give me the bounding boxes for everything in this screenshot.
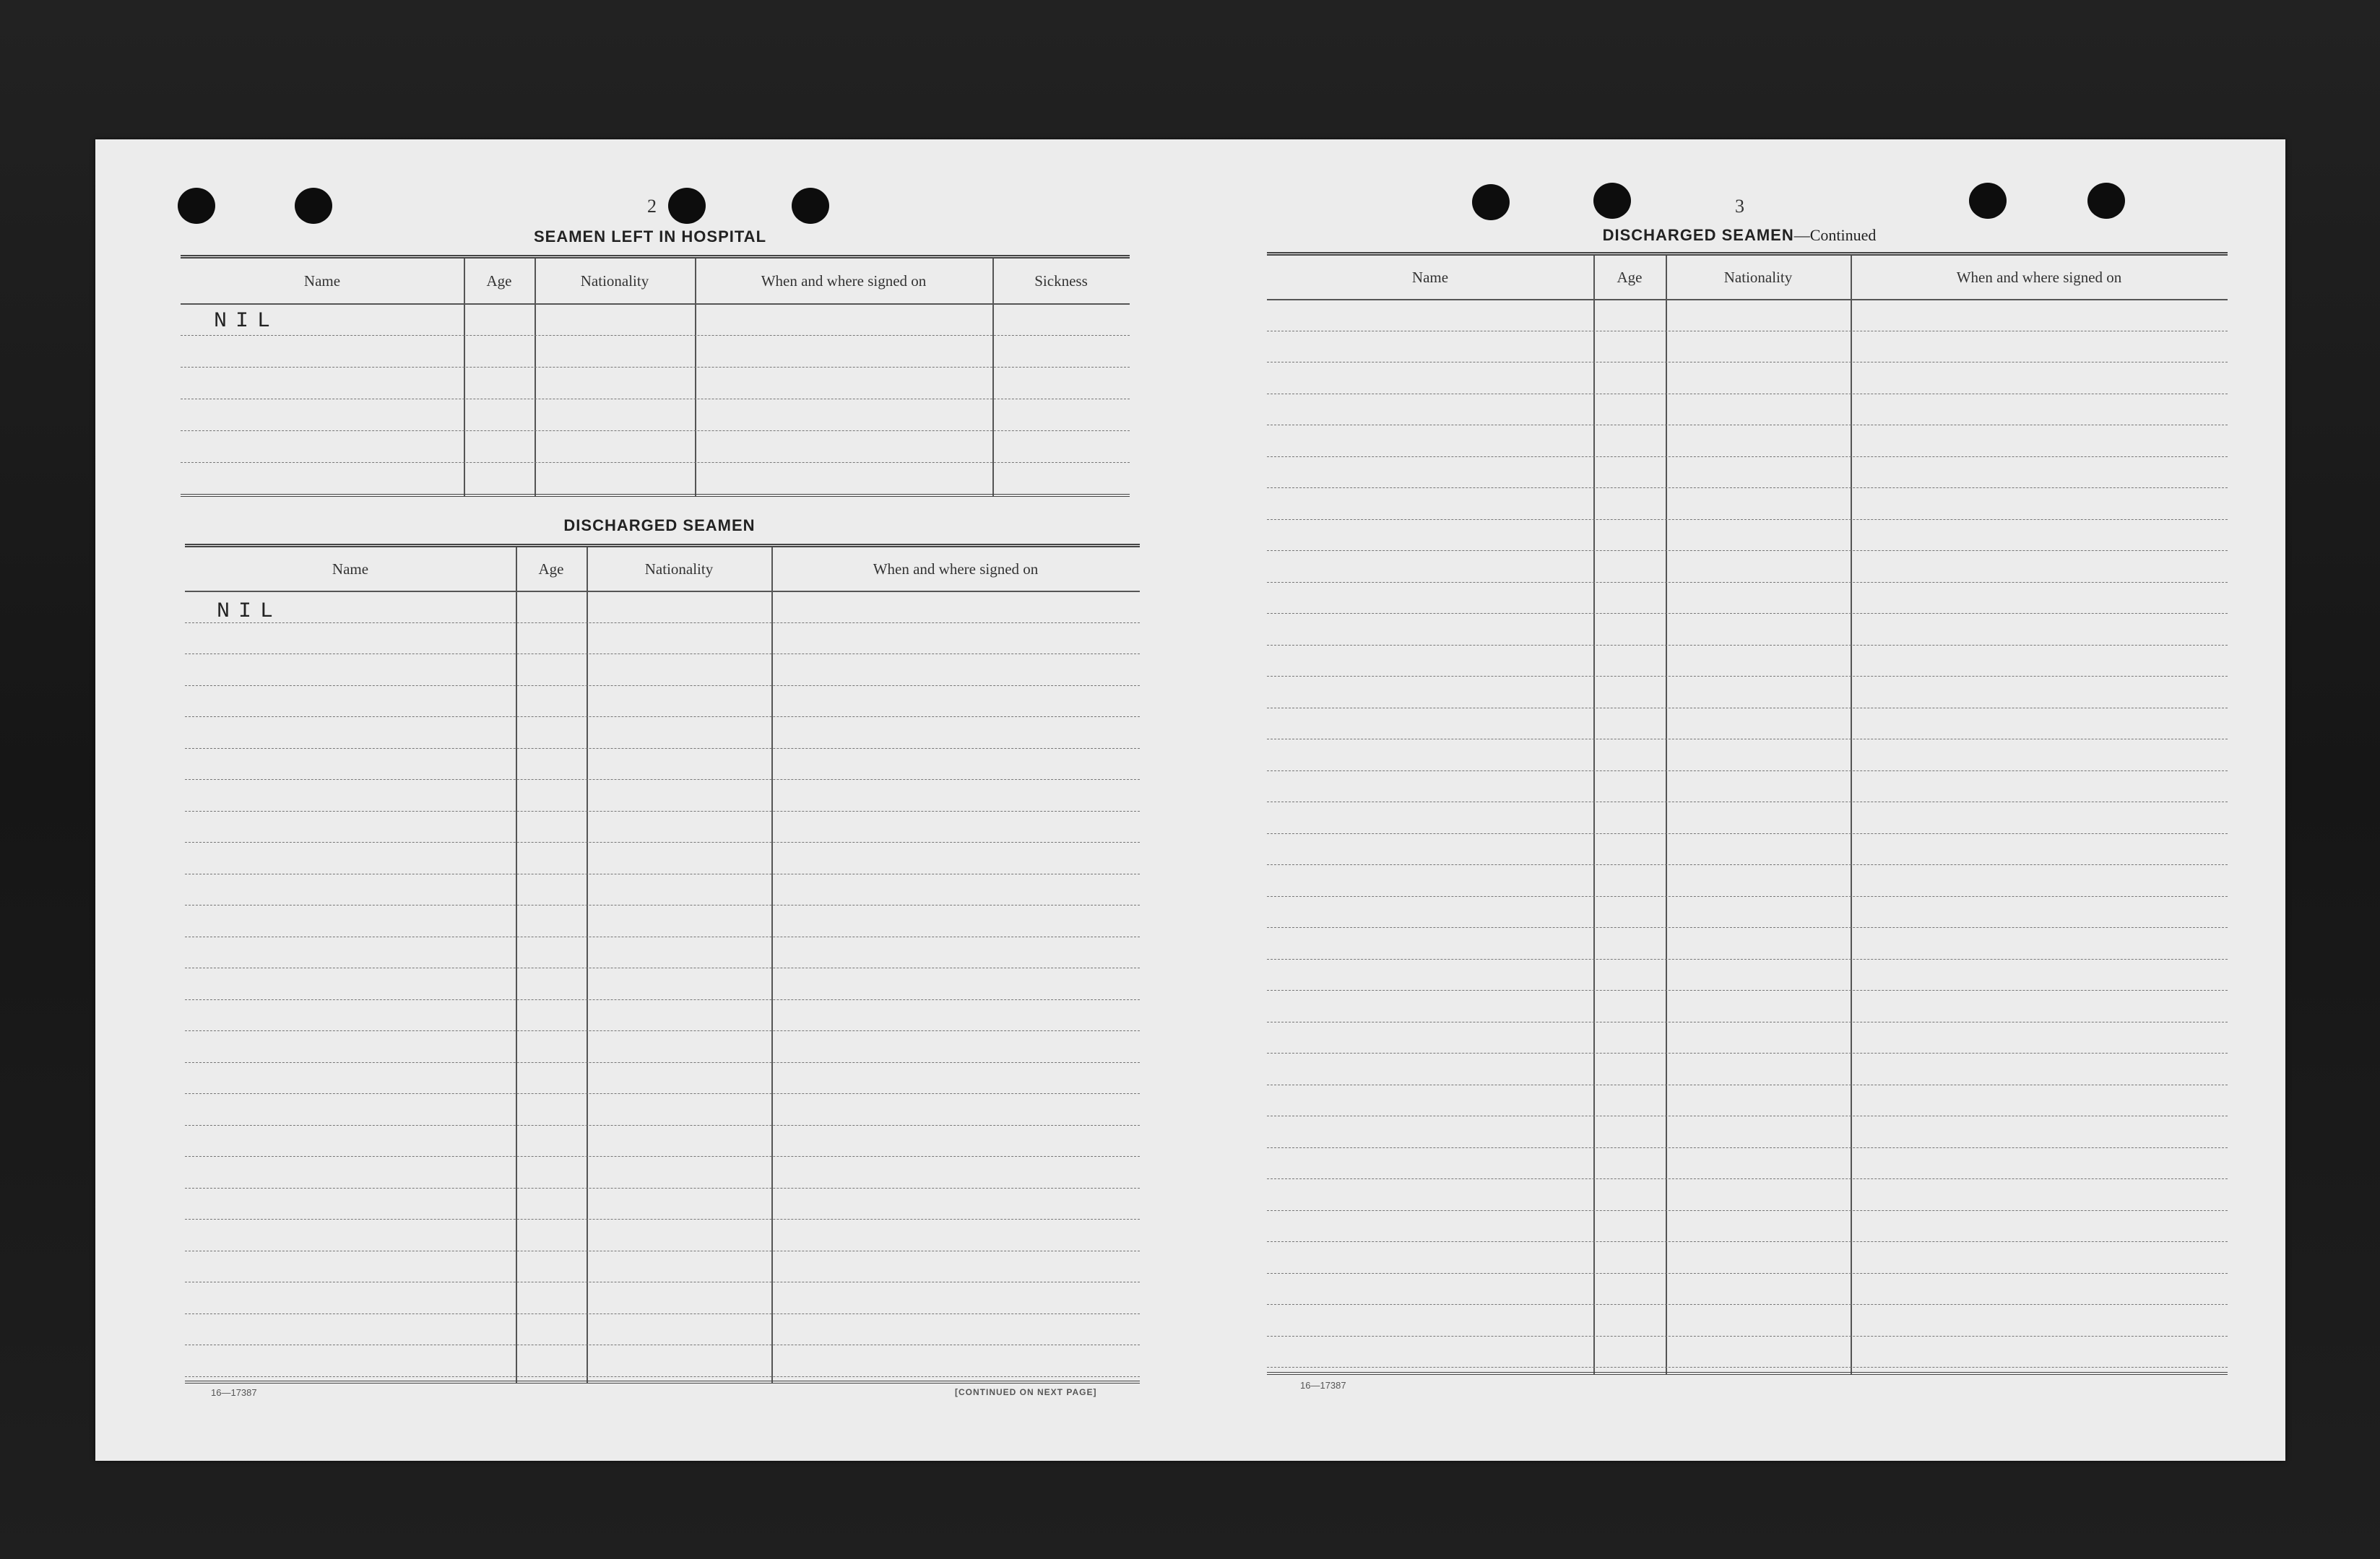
punch-hole xyxy=(295,188,332,224)
table-row xyxy=(1267,927,2228,960)
punch-hole xyxy=(1593,183,1631,219)
table-row xyxy=(1267,299,2228,331)
column-header-age: Age xyxy=(538,560,564,578)
table-row xyxy=(1267,425,2228,457)
table-row xyxy=(1267,331,2228,363)
table-row xyxy=(1267,1085,2228,1117)
discharged-continued-table xyxy=(1267,252,2228,1375)
table-row xyxy=(1267,1178,2228,1211)
discharged-table xyxy=(185,544,1140,1384)
table-row xyxy=(185,842,1140,874)
hospital-table-header xyxy=(181,259,1130,305)
right-section-title-suffix: —Continued xyxy=(1793,226,1877,244)
table-row xyxy=(181,399,1130,431)
table-row xyxy=(1267,676,2228,708)
column-header-name: Name xyxy=(332,560,369,578)
table-row xyxy=(1267,487,2228,520)
continued-table-header xyxy=(1267,256,2228,300)
hospital-section-title: SEAMEN LEFT IN HOSPITAL xyxy=(533,227,767,246)
punch-hole xyxy=(792,188,829,224)
punch-hole xyxy=(1472,184,1510,220)
column-header-sickness: Sickness xyxy=(1034,272,1088,290)
table-row xyxy=(185,622,1140,655)
column-header-nationality: Nationality xyxy=(580,272,649,290)
table-row xyxy=(181,367,1130,399)
column-header-signed-on: When and where signed on xyxy=(761,272,927,290)
table-row xyxy=(1267,833,2228,866)
table-row xyxy=(185,685,1140,718)
table-row xyxy=(185,811,1140,843)
table-row xyxy=(1267,1273,2228,1306)
punch-hole xyxy=(178,188,215,224)
punch-hole xyxy=(2087,183,2125,219)
discharged-table-header xyxy=(185,547,1140,592)
right-section-title-main: DISCHARGED SEAMEN xyxy=(1602,226,1794,244)
table-row xyxy=(185,1313,1140,1346)
table-row xyxy=(185,1030,1140,1063)
hospital-entry: NIL xyxy=(214,309,280,334)
table-row xyxy=(1267,645,2228,677)
table-row xyxy=(1267,802,2228,834)
table-row xyxy=(185,1093,1140,1126)
column-header-nationality: Nationality xyxy=(1723,268,1793,286)
discharged-section-title: DISCHARGED SEAMEN xyxy=(563,516,756,534)
table-row xyxy=(1267,394,2228,426)
table-row xyxy=(185,1219,1140,1251)
table-row xyxy=(185,653,1140,686)
column-header-signed-on: When and where signed on xyxy=(873,560,1039,578)
table-row xyxy=(1267,1022,2228,1054)
right-section-title xyxy=(1267,226,2212,245)
table-row xyxy=(185,999,1140,1032)
table-row xyxy=(181,430,1130,463)
table-row xyxy=(1267,613,2228,646)
hospital-table xyxy=(181,255,1130,497)
table-row xyxy=(1267,896,2228,929)
table-row xyxy=(1267,362,2228,394)
table-row xyxy=(1267,739,2228,771)
table-row xyxy=(1267,1241,2228,1274)
left-form-code: 16—17387 xyxy=(211,1387,257,1398)
table-bottom-rule xyxy=(181,494,1130,497)
table-row xyxy=(185,591,1140,623)
table-row xyxy=(1267,582,2228,615)
table-row xyxy=(1267,1053,2228,1085)
table-row xyxy=(1267,1304,2228,1337)
table-row xyxy=(1267,708,2228,740)
table-row xyxy=(1267,864,2228,897)
column-header-age: Age xyxy=(486,272,512,290)
left-page-number: 2 xyxy=(647,196,657,217)
table-row xyxy=(185,1345,1140,1377)
table-row xyxy=(181,303,1130,336)
column-header-age: Age xyxy=(1617,268,1643,286)
table-row xyxy=(1267,770,2228,803)
table-row xyxy=(1267,1147,2228,1180)
table-row xyxy=(1267,456,2228,489)
table-row xyxy=(185,1125,1140,1158)
column-header-nationality: Nationality xyxy=(644,560,714,578)
punch-hole xyxy=(1969,183,2007,219)
table-row xyxy=(185,1062,1140,1095)
table-row xyxy=(1267,550,2228,583)
table-row xyxy=(185,1156,1140,1189)
discharged-entry: NIL xyxy=(217,599,282,624)
column-header-name: Name xyxy=(303,272,341,290)
table-row xyxy=(1267,990,2228,1022)
table-bottom-rule xyxy=(185,1381,1140,1384)
table-row xyxy=(1267,1116,2228,1148)
table-row xyxy=(181,335,1130,368)
table-row xyxy=(1267,1210,2228,1243)
table-row xyxy=(185,874,1140,906)
table-bottom-rule xyxy=(1267,1372,2228,1375)
table-row xyxy=(1267,959,2228,991)
table-row xyxy=(185,905,1140,937)
table-row xyxy=(1267,519,2228,552)
table-row xyxy=(185,779,1140,812)
table-row xyxy=(185,1188,1140,1220)
table-row xyxy=(185,1282,1140,1314)
right-page-number: 3 xyxy=(1735,196,1744,217)
table-row xyxy=(185,937,1140,969)
column-header-signed-on: When and where signed on xyxy=(1956,268,2122,286)
right-form-code: 16—17387 xyxy=(1300,1380,1346,1391)
table-row xyxy=(185,968,1140,1000)
punch-hole xyxy=(668,188,706,224)
table-row xyxy=(185,748,1140,781)
table-row xyxy=(1267,1336,2228,1368)
continued-note: [CONTINUED ON NEXT PAGE] xyxy=(955,1387,1097,1397)
table-row xyxy=(185,716,1140,749)
column-header-name: Name xyxy=(1411,268,1449,286)
register-sheet xyxy=(95,139,2285,1461)
table-row xyxy=(185,1251,1140,1283)
